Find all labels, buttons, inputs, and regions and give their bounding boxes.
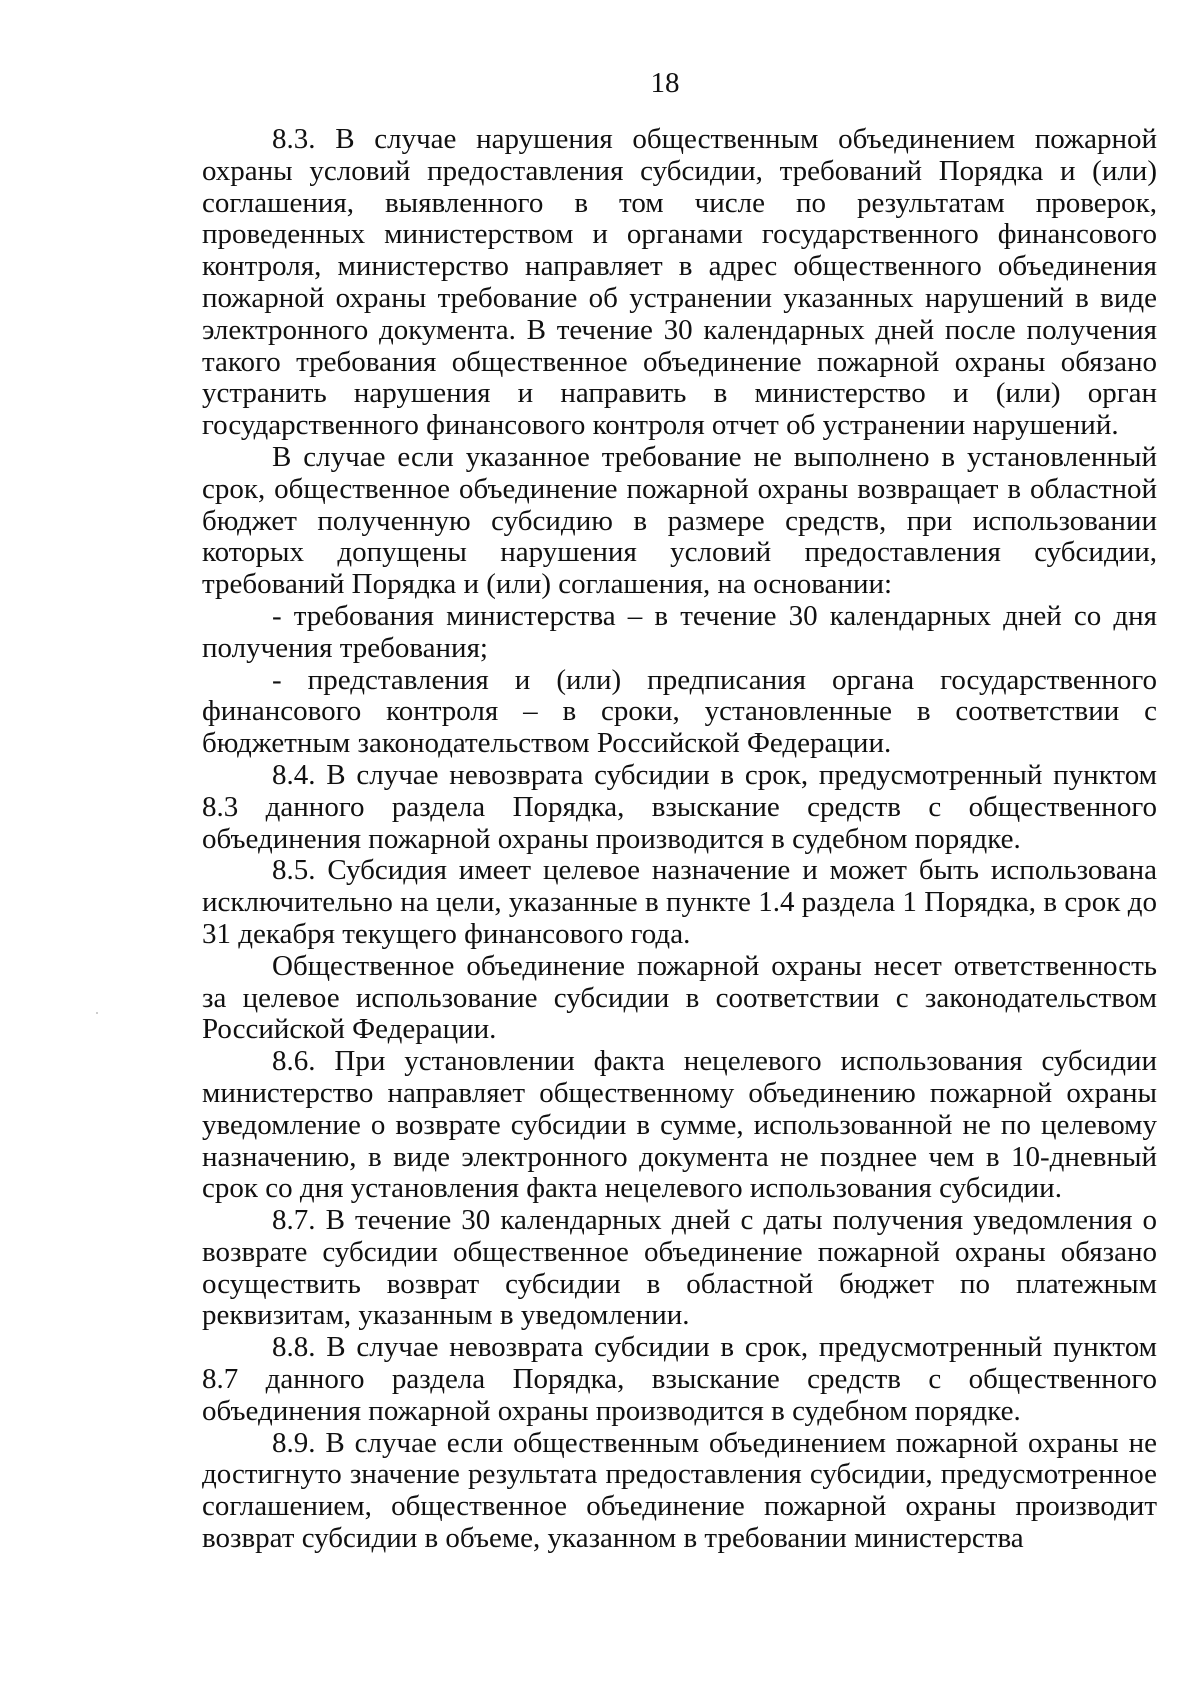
- paragraph-8-3: 8.3. В случае нарушения общественным объединением пожарной охраны условий предоставления субсидии, требований Порядка и (или) соглашения, выявленного в том числе по результатам проверок, проведенных министерством и органами государственного финансового контроля, министерство направляет в адрес общественного объединения пожарной охраны требование об устранении указанных нарушений в виде электронного документа. В течение 30 календарных дней после получения такого требования общественное объединение пожарной охраны обязано устранить нарушения и направить в министерство и (или) орган государственного финансового контроля отчет об устранении нарушений.: [202, 123, 1157, 442]
- paragraph-8-5-responsibility: Общественное объединение пожарной охраны несет ответственность за целевое использование субсидии в соответствии с законодательством Российской Федерации.: [202, 949, 1157, 1046]
- paragraph-8-6: 8.6. При установлении факта нецелевого использования субсидии министерство направляет общественному объединению пожарной охраны уведомление о возврате субсидии в сумме, использованной не по целевому назначению, в виде электронного документа не позднее чем в 10-дневный срок со дня установления факта нецелевого использования субсидии.: [202, 1045, 1157, 1205]
- paragraph-8-8: 8.8. В случае невозврата субсидии в срок, предусмотренный пунктом 8.7 данного раздела Порядка, взыскание средств с общественного объединения пожарной охраны производится в судебном порядке.: [202, 1331, 1157, 1427]
- paragraph-8-4: 8.4. В случае невозврата субсидии в срок, предусмотренный пунктом 8.3 данного раздела Порядка, взыскание средств с общественного объединения пожарной охраны производится в судебном порядке.: [202, 758, 1157, 855]
- paragraph-8-5: 8.5. Субсидия имеет целевое назначение и может быть использована исключительно на цели, указанные в пункте 1.4 раздела 1 Порядка, в срок до 31 декабря текущего финансового года.: [202, 854, 1157, 950]
- list-item-ministry-requirement: - требования министерства – в течение 30 календарных дней со дня получения требования;: [202, 599, 1157, 664]
- paragraph-8-3-non-compliance: В случае если указанное требование не выполнено в установленный срок, общественное объединение пожарной охраны возвращает в областной бюджет полученную субсидию в размере средств, при использовании которых допущены нарушения условий предоставления субсидии, требований Порядка и (или) соглашения, на основании:: [202, 440, 1157, 601]
- document-body: [202, 124, 1157, 1555]
- scan-speck: [96, 1012, 98, 1014]
- paragraph-8-7: 8.7. В течение 30 календарных дней с даты получения уведомления о возврате субсидии общественное объединение пожарной охраны обязано осуществить возврат субсидии в областной бюджет по платежным реквизитам, указанным в уведомлении.: [202, 1204, 1157, 1332]
- page-number: 18: [650, 67, 680, 99]
- paragraph-8-9: 8.9. В случае если общественным объединением пожарной охраны не достигнуто значение результата предоставления субсидии, предусмотренное соглашением, общественное объединение пожарной охраны производит возврат субсидии в объеме, указанном в требовании министерства: [202, 1426, 1157, 1555]
- list-item-control-body-order: - представления и (или) предписания органа государственного финансового контроля – в сроки, установленные в соответствии с бюджетным законодательством Российской Федерации.: [202, 663, 1157, 760]
